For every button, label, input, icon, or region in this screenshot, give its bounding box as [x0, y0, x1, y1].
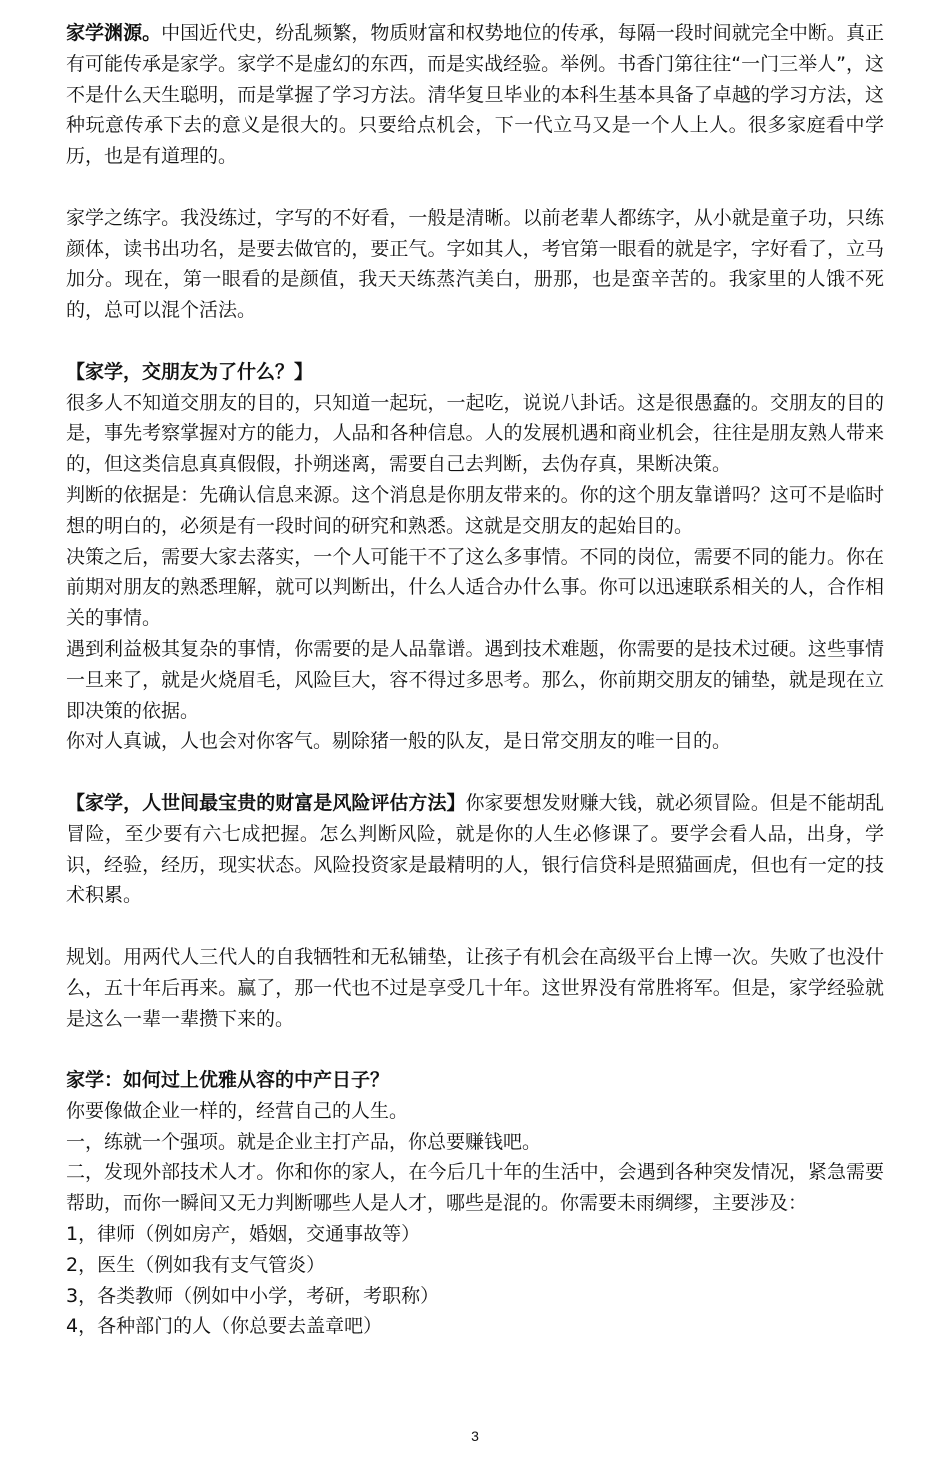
paragraph-friends-sincerity: 你对人真诚，人也会对你客气。剔除猪一般的队友，是日常交朋友的唯一目的。 — [66, 730, 732, 753]
paragraph-intro: 你要像做企业一样的，经营自己的人生。 — [66, 1099, 409, 1122]
list-item-teacher: 3，各类教师（例如中小学，考研，考职称） — [66, 1284, 440, 1307]
paragraph-friends-purpose: 很多人不知道交朋友的目的，只知道一起玩，一起吃，说说八卦话。这是很愚蠢的。交朋友的目的是，事先考察掌握对方的能力，人品和各种信息。人的发展机遇和商业机会，往往是朋友熟人带来的，但这类信息真真假假，扑朔迷离，需要自己去判断，去伪存真，果断决策。 — [66, 391, 884, 476]
paragraph-risk-assessment — [66, 788, 884, 911]
paragraph-gap — [66, 172, 884, 203]
section-heading-origin: 家学渊源。 — [66, 22, 162, 44]
page-number: 3 — [471, 1428, 479, 1444]
paragraph-text: 你家要想发财赚大钱，就必须冒险。但是不能胡乱冒险，至少要有六七成把握。怎么判断风险，就是你的人生必修课了。要学会看人品，出身，学识，经验，经历，现实状态。风险投资家是最精明的人，银行信贷科是照猫画虎，但也有一定的技术积累。 — [66, 791, 884, 907]
paragraph-gap — [66, 757, 884, 788]
list-item-strength: 一，练就一个强项。就是企业主打产品，你总要赚钱吧。 — [66, 1130, 542, 1153]
list-item-lawyer: 1，律师（例如房产，婚姻，交通事故等） — [66, 1223, 421, 1246]
paragraph-text: 中国近代史，纷乱频繁，物质财富和权势地位的传承，每隔一段时间就完全中断。真正有可能传承是家学。家学不是虚幻的东西，而是实战经验。举例。书香门第往往“一门三举人”，这不是什么天生聪明，而是掌握了学习方法。清华复旦毕业的本科生基本具备了卓越的学习方法，这种玩意传承下去的意义是很大的。只要给点机会，下一代立马又是一个人上人。很多家庭看中学历，也是有道理的。 — [66, 22, 884, 168]
list-item-talent: 二，发现外部技术人才。你和你的家人，在今后几十年的生活中，会遇到各种突发情况，紧急需要帮助，而你一瞬间又无力判断哪些人是人才，哪些是混的。你需要未雨绸缪，主要涉及： — [66, 1161, 884, 1215]
paragraph-gap — [66, 1034, 884, 1065]
section-heading-middle-class: 家学：如何过上优雅从容的中产日子？ — [66, 1069, 390, 1092]
paragraph-friends-reliability: 遇到利益极其复杂的事情，你需要的是人品靠谱。遇到技术难题，你需要的是技术过硬。这些事情一旦来了，就是火烧眉毛，风险巨大，容不得过多思考。那么，你前期交朋友的铺垫，就是现在立即决策的依据。 — [66, 637, 884, 722]
paragraph-gap — [66, 911, 884, 942]
section-heading-friends: 【家学，交朋友为了什么？】 — [66, 360, 314, 383]
paragraph-friends-judgement: 判断的依据是：先确认信息来源。这个消息是你朋友带来的。你的这个朋友靠谱吗？这可不是临时想的明白的，必须是有一段时间的研究和熟悉。这就是交朋友的起始目的。 — [66, 483, 884, 537]
list-item-departments: 4，各种部门的人（你总要去盖章吧） — [66, 1315, 383, 1338]
paragraph-gap — [66, 326, 884, 357]
document-page — [66, 18, 884, 1342]
paragraph-friends-execution: 决策之后，需要大家去落实，一个人可能干不了这么多事情。不同的岗位，需要不同的能力。你在前期对朋友的熟悉理解，就可以判断出，什么人适合办什么事。你可以迅速联系相关的人，合作相关的事情。 — [66, 545, 884, 630]
paragraph-family-learning-origin — [66, 18, 884, 172]
list-item-doctor: 2，医生（例如我有支气管炎） — [66, 1253, 326, 1276]
paragraph-planning: 规划。用两代人三代人的自我牺牲和无私铺垫，让孩子有机会在高级平台上博一次。失败了也没什么，五十年后再来。赢了，那一代也不过是享受几十年。这世界没有常胜将军。但是，家学经验就是这么一辈一辈攒下来的。 — [66, 945, 884, 1030]
paragraph-calligraphy: 家学之练字。我没练过，字写的不好看，一般是清晰。以前老辈人都练字，从小就是童子功，只练颜体，读书出功名，是要去做官的，要正气。字如其人，考官第一眼看的就是字，字好看了，立马加分。现在，第一眼看的是颜值，我天天练蒸汽美白，册那，也是蛮辛苦的。我家里的人饿不死的，总可以混个活法。 — [66, 206, 884, 322]
section-heading-risk: 【家学，人世间最宝贵的财富是风险评估方法】 — [66, 791, 466, 814]
